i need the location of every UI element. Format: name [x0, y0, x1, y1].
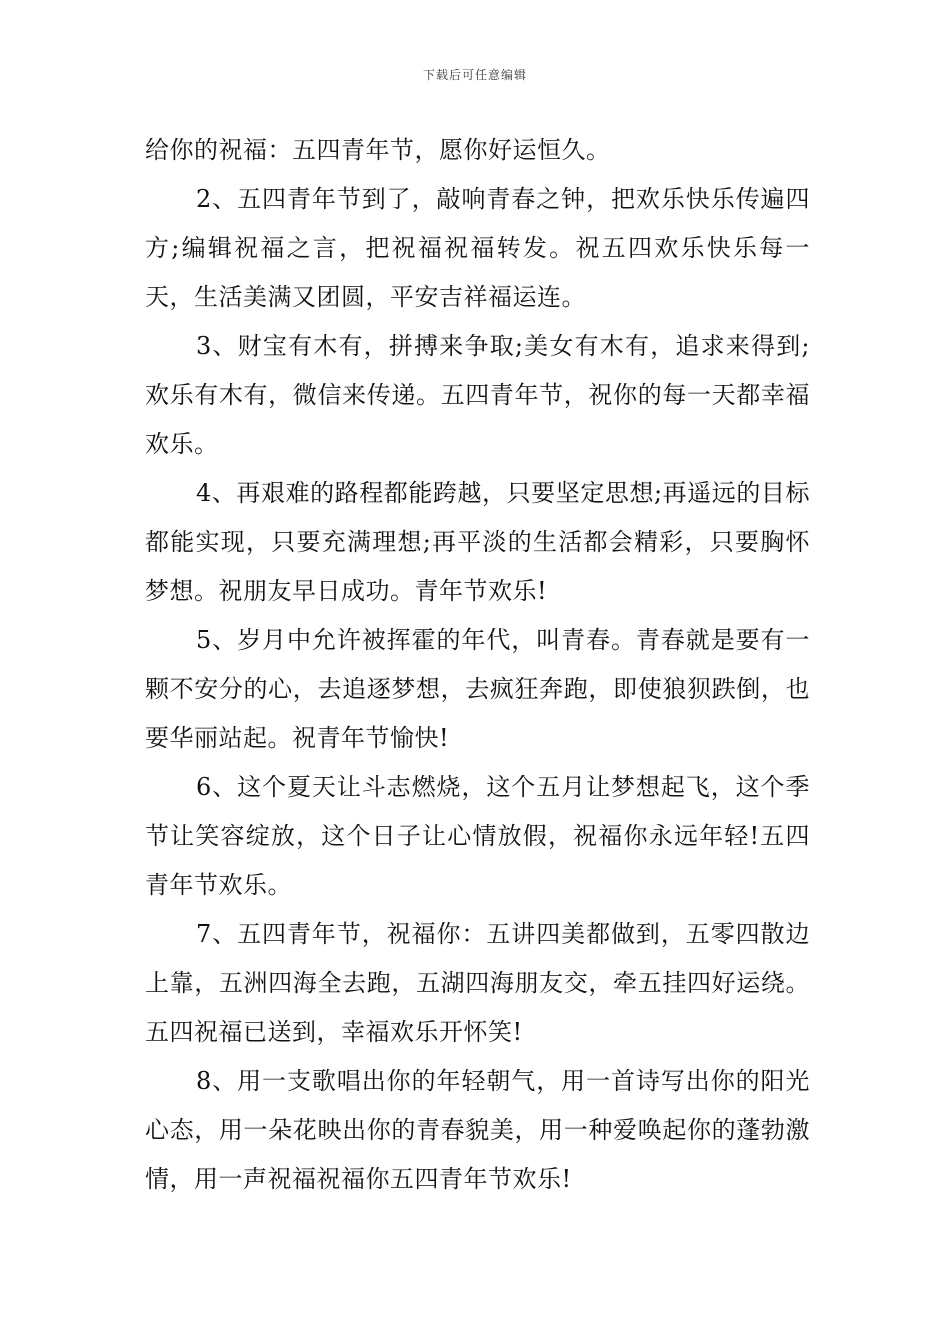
paragraph-item-8: 8、用一支歌唱出你的年轻朝气，用一首诗写出你的阳光心态，用一朵花映出你的青春貌美，用一种爱唤起你的蓬勃激情，用一声祝福祝福你五四青年节欢乐! — [145, 1067, 810, 1193]
paragraph-item-6: 6、这个夏天让斗志燃烧，这个五月让梦想起飞，这个季节让笑容绽放，这个日子让心情放假，祝福你永远年轻!五四青年节欢乐。 — [145, 773, 810, 899]
paragraph-continuation: 给你的祝福：五四青年节，愿你好运恒久。 — [145, 136, 611, 164]
document-body — [145, 126, 810, 1204]
paragraph-item-3: 3、财宝有木有，拼搏来争取;美女有木有，追求来得到;欢乐有木有，微信来传递。五四青年节，祝你的每一天都幸福欢乐。 — [145, 332, 810, 458]
paragraph-item-2: 2、五四青年节到了，敲响青春之钟，把欢乐快乐传遍四方;编辑祝福之言，把祝福祝福转发。祝五四欢乐快乐每一天，生活美满又团圆，平安吉祥福运连。 — [145, 185, 810, 311]
paragraph-item-7: 7、五四青年节，祝福你：五讲四美都做到，五零四散边上靠，五洲四海全去跑，五湖四海朋友交，牵五挂四好运绕。五四祝福已送到，幸福欢乐开怀笑! — [145, 920, 810, 1046]
paragraph-item-4: 4、再艰难的路程都能跨越，只要坚定思想;再遥远的目标都能实现，只要充满理想;再平淡的生活都会精彩，只要胸怀梦想。祝朋友早日成功。青年节欢乐! — [145, 479, 810, 605]
page-header: 下载后可任意编辑 — [422, 68, 527, 82]
paragraph-item-5: 5、岁月中允许被挥霍的年代，叫青春。青春就是要有一颗不安分的心，去追逐梦想，去疯狂奔跑，即使狼狈跌倒，也要华丽站起。祝青年节愉快! — [145, 626, 810, 752]
